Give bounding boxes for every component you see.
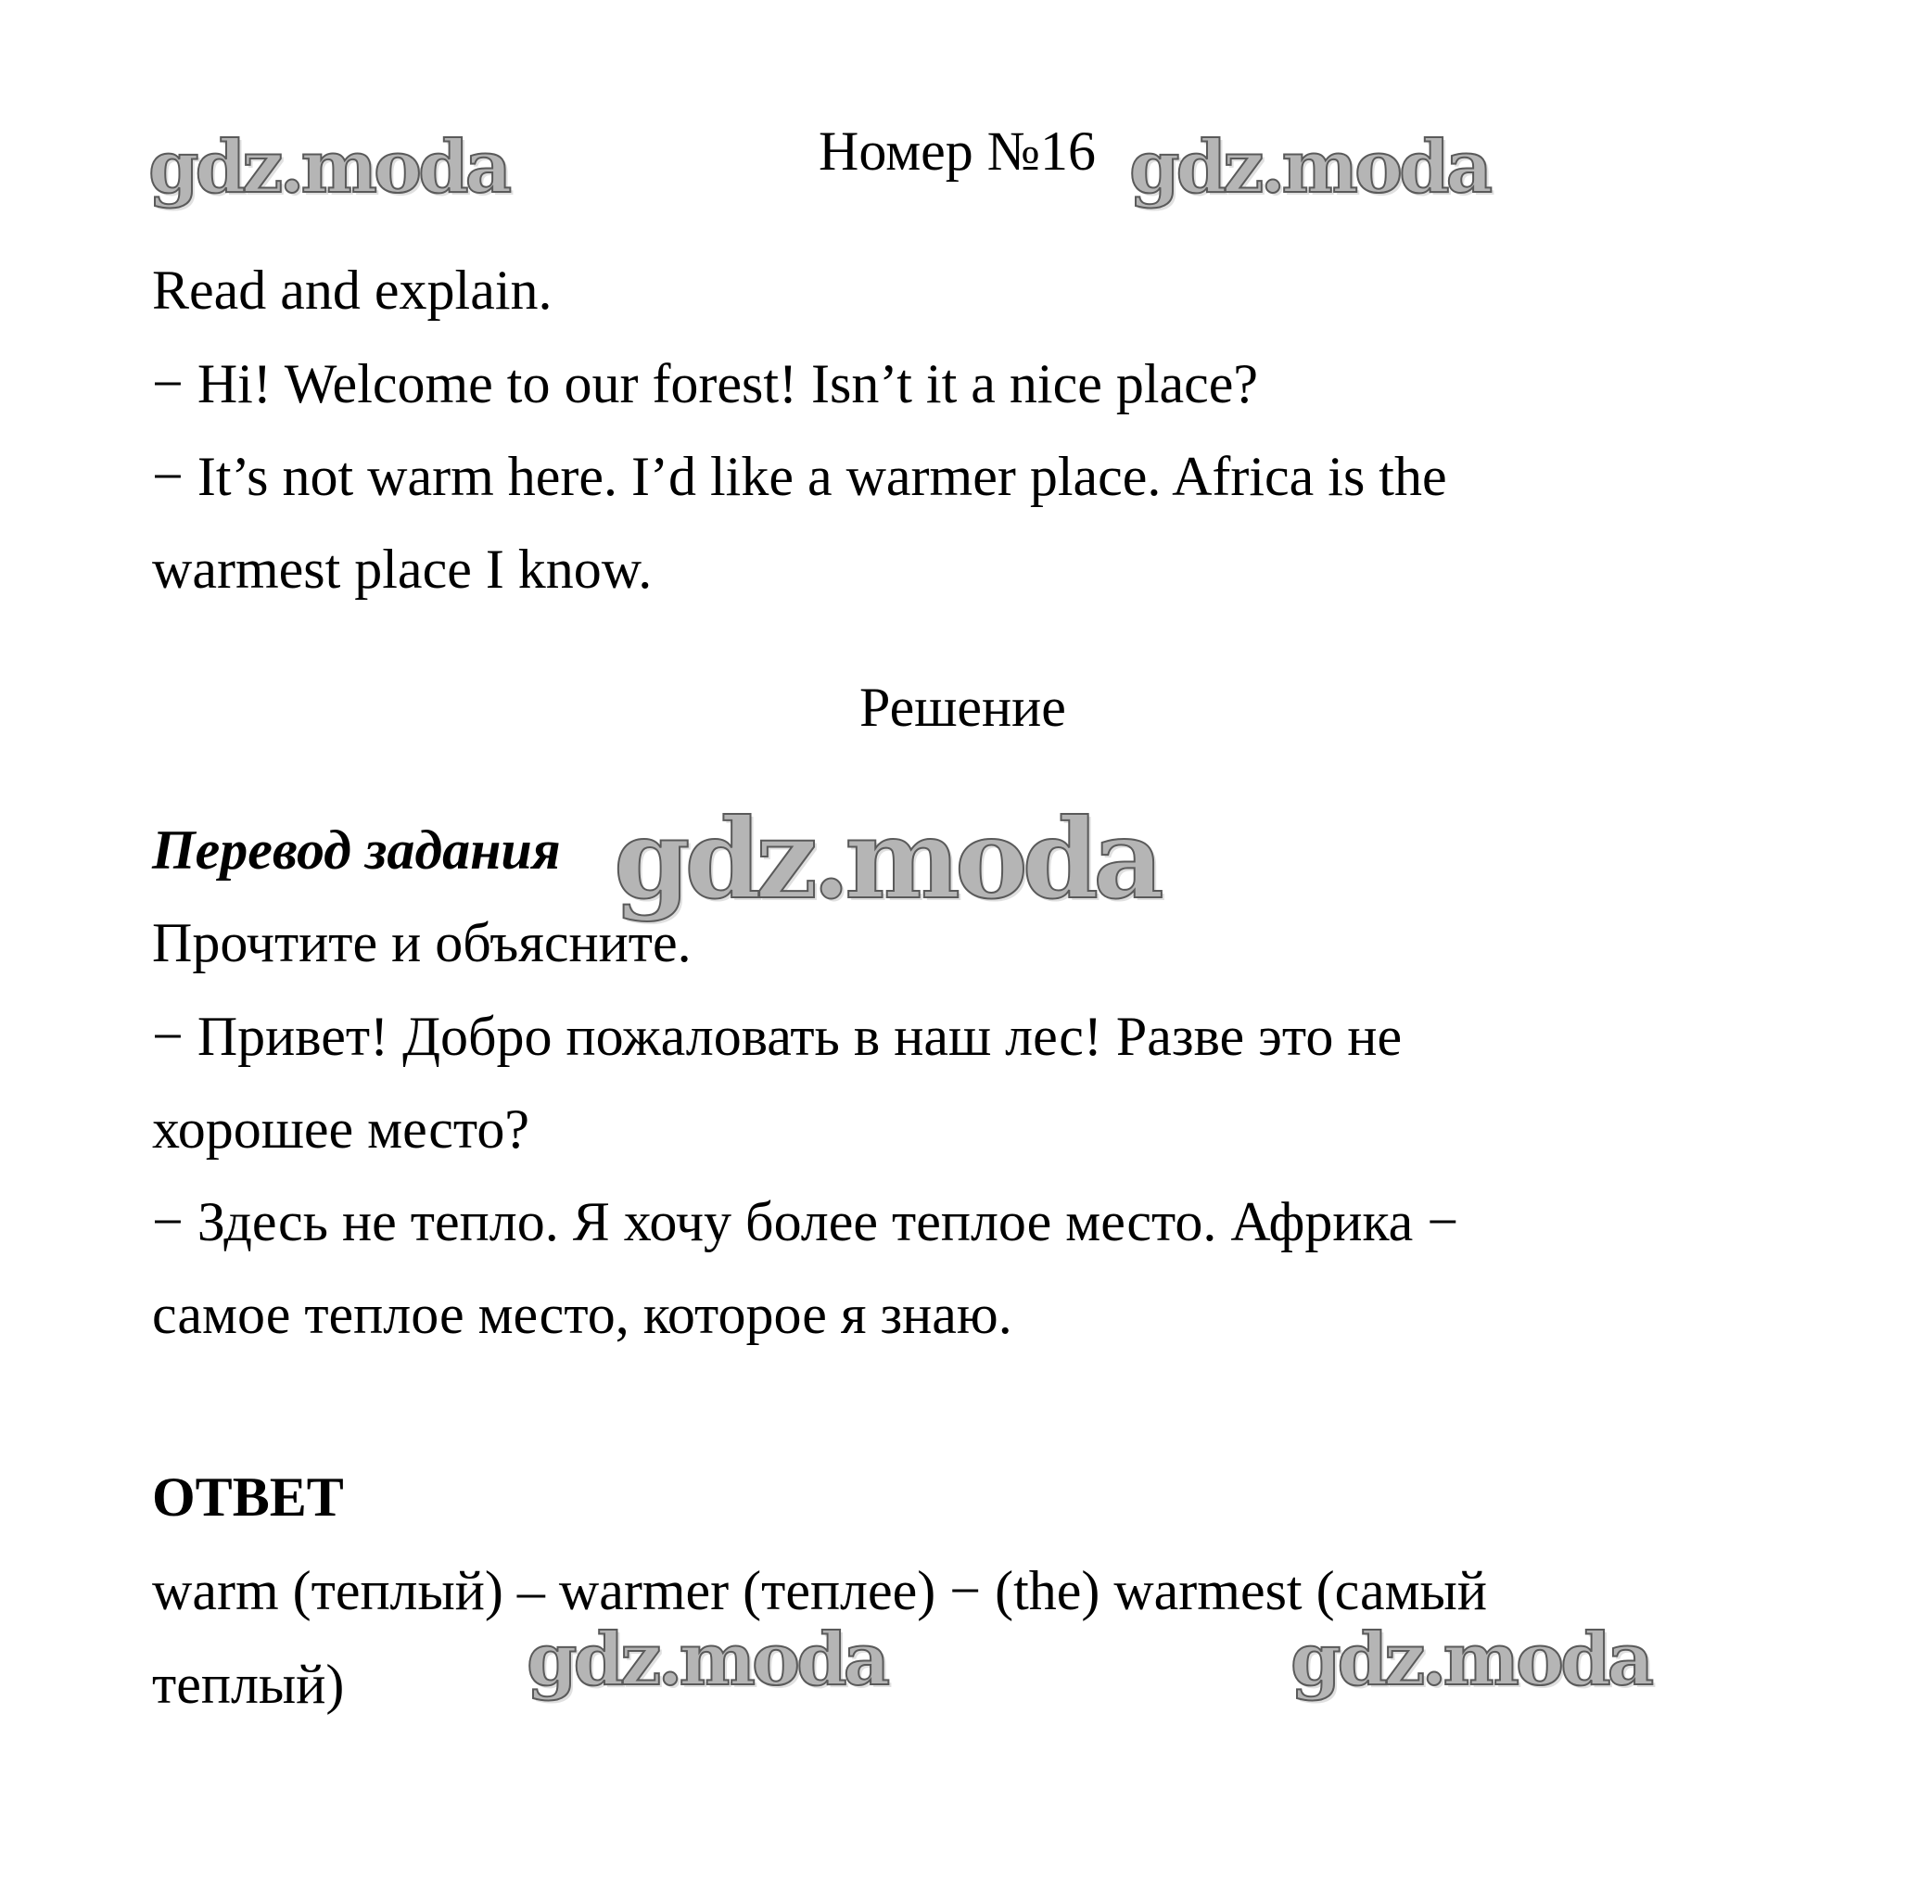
task-line-2: − It’s not warm here. I’d like a warmer place. Africa is the xyxy=(152,446,1447,507)
answer-heading: ОТВЕТ xyxy=(152,1466,344,1528)
translation-instruction: Прочтите и объясните. xyxy=(152,912,692,973)
task-instruction: Read and explain. xyxy=(152,260,553,321)
translation-line-4: самое теплое место, которое я знаю. xyxy=(152,1284,1012,1345)
translation-line-2: хорошее место? xyxy=(152,1098,529,1160)
task-line-3: warmest place I know. xyxy=(152,539,653,600)
watermark-logo: gdz.moda xyxy=(148,125,509,209)
translation-line-3: − Здесь не тепло. Я хочу более теплое место. Африка − xyxy=(152,1191,1459,1252)
translation-heading: Перевод задания xyxy=(152,819,561,881)
answer-line-2: теплый) xyxy=(152,1654,345,1715)
solution-heading: Решение xyxy=(859,677,1066,738)
answer-line-1: warm (теплый) – warmer (теплее) − (the) warmest (самый xyxy=(152,1560,1487,1621)
watermark-logo: gdz.moda xyxy=(1129,125,1490,209)
task-line-1: − Hi! Welcome to our forest! Isn’t it a nice place? xyxy=(152,353,1259,414)
watermark-logo: gdz.moda xyxy=(614,794,1159,923)
watermark-logo: gdz.moda xyxy=(1290,1618,1651,1702)
translation-line-1: − Привет! Добро пожаловать в наш лес! Разве это не xyxy=(152,1006,1403,1067)
task-number-title: Номер №16 xyxy=(819,121,1097,182)
watermark-logo: gdz.moda xyxy=(527,1618,887,1702)
